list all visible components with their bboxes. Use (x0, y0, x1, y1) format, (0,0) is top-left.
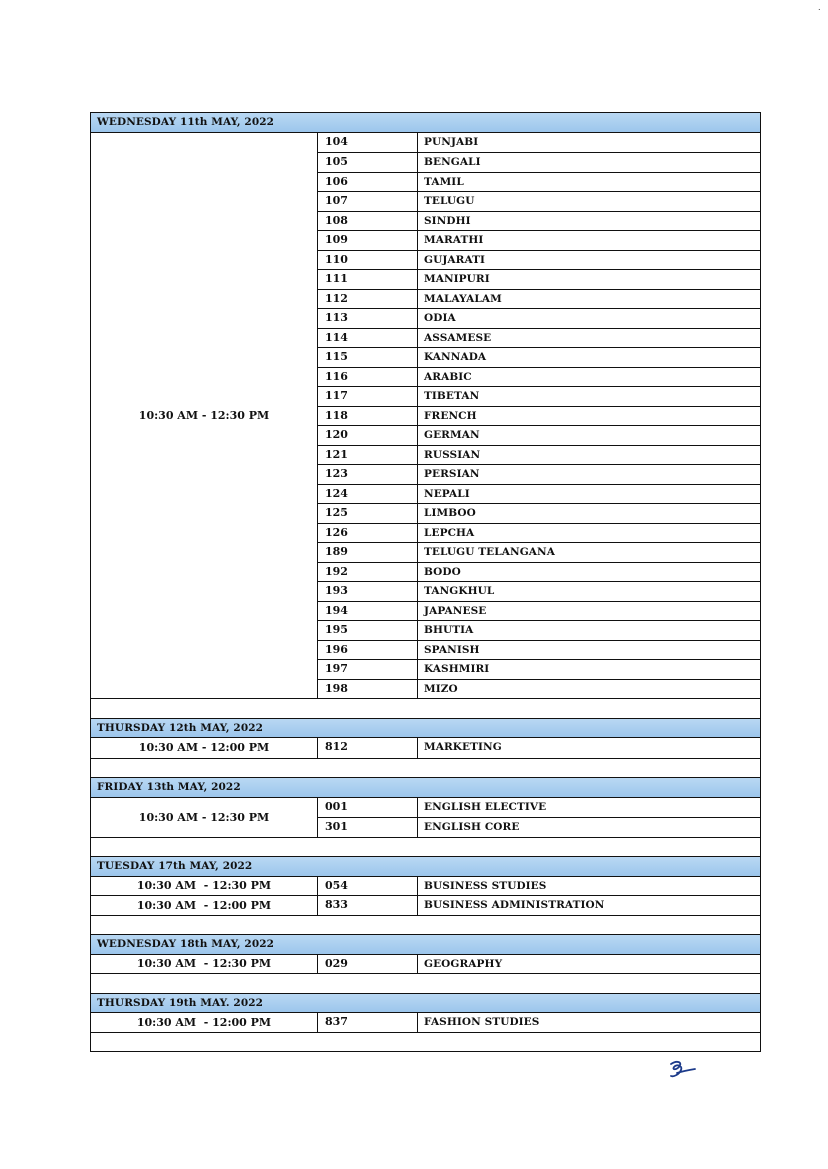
date-header (91, 112, 760, 132)
subject-name: ENGLISH CORE (417, 818, 760, 837)
table-row (317, 269, 760, 289)
table-row (317, 191, 760, 211)
signature-mark (667, 1058, 699, 1082)
table-row (317, 484, 760, 504)
table-row (317, 308, 760, 328)
table-row (317, 289, 760, 309)
date-header-label: THURSDAY 12th MAY, 2022 (97, 721, 264, 734)
subject-code: 195 (317, 621, 417, 640)
subject-code: 107 (317, 192, 417, 211)
table-row (317, 659, 760, 679)
table-row (317, 542, 760, 562)
subject-code: 189 (317, 543, 417, 562)
subject-name: TELUGU (417, 192, 760, 211)
spacer-row (91, 915, 760, 935)
subject-code: 113 (317, 309, 417, 328)
subject-name: ASSAMESE (417, 329, 760, 348)
date-header-label: FRIDAY 13th MAY, 2022 (97, 781, 241, 793)
subject-name: PUNJABI (417, 133, 760, 153)
subject-code: 198 (317, 680, 417, 699)
subject-code: 114 (317, 329, 417, 348)
subject-code: 833 (317, 896, 417, 915)
exam-schedule-table (90, 112, 761, 1052)
subject-name: FRENCH (417, 407, 760, 426)
date-header (91, 856, 760, 876)
subject-list (317, 738, 760, 758)
table-row (317, 328, 760, 348)
table-row (317, 562, 760, 582)
date-header-label: TUESDAY 17th MAY, 2022 (97, 860, 253, 872)
subject-code: 125 (317, 504, 417, 523)
table-row (317, 133, 760, 153)
subject-code: 117 (317, 387, 417, 406)
table-row (317, 817, 760, 837)
session-block (91, 737, 760, 758)
table-row (91, 1012, 760, 1032)
table-row (91, 876, 760, 896)
table-row (317, 445, 760, 465)
table-row (317, 425, 760, 445)
subject-name: KASHMIRI (417, 660, 760, 679)
subject-name: FASHION STUDIES (417, 1013, 760, 1032)
subject-code: 115 (317, 348, 417, 367)
session-time: 10:30 AM - 12:00 PM (136, 1015, 272, 1029)
subject-name: BODO (417, 563, 760, 582)
subject-name: MIZO (417, 680, 760, 699)
subject-code: 116 (317, 368, 417, 387)
subject-name: BUSINESS ADMINISTRATION (417, 896, 760, 915)
subject-name: GEOGRAPHY (417, 955, 760, 974)
subject-name: JAPANESE (417, 602, 760, 621)
subject-code: 108 (317, 212, 417, 231)
table-row (317, 581, 760, 601)
subject-code: 194 (317, 602, 417, 621)
subject-name: TIBETAN (417, 387, 760, 406)
subject-code: 121 (317, 446, 417, 465)
subject-code: 837 (317, 1013, 417, 1032)
spacer-row (91, 1032, 760, 1052)
subject-name: PERSIAN (417, 465, 760, 484)
date-header-label: THURSDAY 19th MAY. 2022 (97, 996, 264, 1009)
subject-code: 111 (317, 270, 417, 289)
spacer-row (91, 973, 760, 993)
subject-code: 124 (317, 485, 417, 504)
subject-name: MALAYALAM (417, 290, 760, 309)
subject-name: MANIPURI (417, 270, 760, 289)
table-row (317, 230, 760, 250)
session-time: 10:30 AM - 12:30 PM (138, 408, 270, 422)
table-row (317, 620, 760, 640)
subject-code: 118 (317, 407, 417, 426)
subject-code: 196 (317, 641, 417, 660)
subject-name: SINDHI (417, 212, 760, 231)
subject-code: 197 (317, 660, 417, 679)
date-header (91, 934, 760, 954)
subject-name: BUSINESS STUDIES (417, 877, 760, 896)
date-header (91, 718, 760, 738)
table-row (91, 895, 760, 915)
table-row (317, 738, 760, 758)
subject-code: 812 (317, 738, 417, 758)
subject-code: 106 (317, 173, 417, 192)
table-row (317, 798, 760, 818)
session-time: 10:30 AM - 12:30 PM (136, 957, 272, 971)
spacer-row (91, 837, 760, 857)
table-row (317, 250, 760, 270)
subject-name: BHUTIA (417, 621, 760, 640)
subject-name: GUJARATI (417, 251, 760, 270)
table-row (317, 679, 760, 699)
date-header-label: WEDNESDAY 11th MAY, 2022 (97, 116, 275, 128)
table-row (317, 367, 760, 387)
subject-list (317, 798, 760, 837)
table-row (317, 464, 760, 484)
subject-name: KANNADA (417, 348, 760, 367)
session-time: 10:30 AM - 12:30 PM (138, 810, 270, 824)
table-row (91, 954, 760, 974)
subject-code: 192 (317, 563, 417, 582)
subject-name: TAMIL (417, 173, 760, 192)
subject-name: MARATHI (417, 231, 760, 250)
subject-code: 123 (317, 465, 417, 484)
session-block (91, 132, 760, 699)
table-row (317, 152, 760, 172)
table-row (317, 172, 760, 192)
subject-code: 105 (317, 153, 417, 172)
date-header (91, 993, 760, 1013)
session-time: 10:30 AM - 12:00 PM (138, 741, 270, 755)
spacer-row (91, 698, 760, 718)
table-row (317, 640, 760, 660)
session-time: 10:30 AM - 12:30 PM (136, 879, 272, 893)
subject-name: ENGLISH ELECTIVE (417, 798, 760, 818)
spacer-row (91, 758, 760, 778)
subject-name: GERMAN (417, 426, 760, 445)
date-header (91, 777, 760, 797)
table-row (317, 406, 760, 426)
subject-name: SPANISH (417, 641, 760, 660)
subject-name: NEPALI (417, 485, 760, 504)
subject-name: TELUGU TELANGANA (417, 543, 760, 562)
table-row (317, 601, 760, 621)
corner-mark: . (818, 3, 821, 12)
subject-code: 104 (317, 133, 417, 153)
subject-name: LEPCHA (417, 524, 760, 543)
subject-name: ODIA (417, 309, 760, 328)
subject-code: 001 (317, 798, 417, 818)
subject-code: 126 (317, 524, 417, 543)
subject-name: MARKETING (417, 738, 760, 758)
session-block (91, 797, 760, 837)
subject-code: 054 (317, 877, 417, 896)
session-time: 10:30 AM - 12:00 PM (136, 898, 272, 912)
subject-name: BENGALI (417, 153, 760, 172)
subject-name: TANGKHUL (417, 582, 760, 601)
subject-code: 193 (317, 582, 417, 601)
table-row (317, 386, 760, 406)
subject-code: 120 (317, 426, 417, 445)
table-row (317, 211, 760, 231)
subject-list (317, 133, 760, 699)
subject-name: ARABIC (417, 368, 760, 387)
date-header-label: WEDNESDAY 18th MAY, 2022 (97, 938, 275, 950)
subject-code: 109 (317, 231, 417, 250)
table-row (317, 523, 760, 543)
subject-code: 112 (317, 290, 417, 309)
subject-code: 029 (317, 955, 417, 974)
subject-name: RUSSIAN (417, 446, 760, 465)
table-row (317, 347, 760, 367)
subject-name: LIMBOO (417, 504, 760, 523)
table-row (317, 503, 760, 523)
subject-code: 110 (317, 251, 417, 270)
subject-code: 301 (317, 818, 417, 837)
